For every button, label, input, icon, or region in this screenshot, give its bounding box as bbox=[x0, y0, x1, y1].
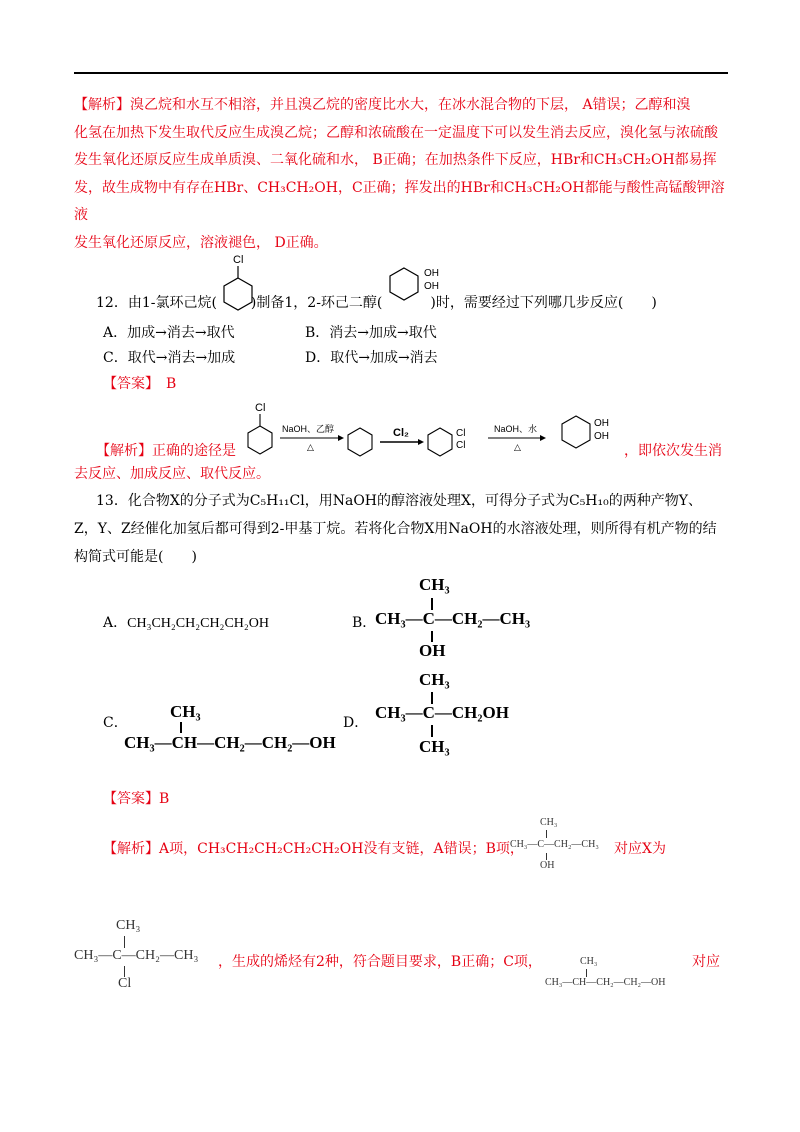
q13-option-c-bond bbox=[180, 722, 182, 733]
s2-bond-up bbox=[124, 936, 125, 948]
q13-option-c-main: CH₃—CH—CH₂—CH₂—OH bbox=[124, 733, 336, 752]
s1-bond-up bbox=[546, 830, 547, 838]
s1-bond-down bbox=[546, 853, 547, 860]
q12-option-c: C．取代→消去→加成 bbox=[103, 350, 236, 366]
q12-stem-part: 12．由1-氯环己烷( bbox=[96, 295, 217, 311]
q12-analysis-suffix: ，即依次发生消 bbox=[624, 443, 722, 459]
q13-stem-line: 构简式可能是( ) bbox=[74, 549, 197, 565]
q12-option-a: A．加成→消去→取代 bbox=[103, 325, 235, 341]
q13-answer: 【答案】B bbox=[103, 791, 170, 807]
s3-bond bbox=[586, 969, 587, 977]
q13-analysis-line2: ，生成的烯烃有2种，符合题目要求，B正确；C项， bbox=[218, 954, 542, 970]
q12-stem-part: )制备1，2-环己二醇( bbox=[250, 295, 383, 311]
q13-option-d-bottom: CH₃ bbox=[419, 737, 450, 756]
s2-top: CH₃ bbox=[116, 918, 141, 933]
s1-main: CH₃—C—CH₂—CH₃ bbox=[510, 839, 599, 850]
q12-stem bbox=[96, 292, 657, 312]
q13-option-b-bottom: OH bbox=[419, 641, 446, 660]
q13-option-b-label: B． bbox=[352, 615, 377, 631]
q13-analysis-line2-tail: 对应 bbox=[692, 954, 720, 970]
q12-analysis-prefix: 【解析】正确的途径是 bbox=[96, 443, 236, 459]
header-rule bbox=[74, 72, 728, 74]
q12-option-d: D．取代→加成→消去 bbox=[305, 350, 438, 366]
oh-label: OH bbox=[424, 281, 439, 292]
arrow1-reagent: NaOH、乙醇 bbox=[282, 424, 335, 434]
s1-top: CH₃ bbox=[540, 817, 558, 828]
q12-analysis-line2: 去反应、加成反应、取代反应。 bbox=[74, 466, 270, 482]
option-label: A． bbox=[103, 615, 128, 631]
q13-stem-line: Z，Y、Z经催化加氢后都可得到2-甲基丁烷。若将化合物X用NaOH的水溶液处理，则所得有机产物的结 bbox=[74, 521, 717, 537]
q13-option-b-top: CH₃ bbox=[419, 575, 450, 594]
s3-top: CH₃ bbox=[580, 956, 598, 967]
arrow2-reagent: Cl₂ bbox=[393, 427, 409, 439]
q11-analysis-line: 发生氧化还原反应，溶液褪色， D正确。 bbox=[74, 234, 328, 251]
scheme-cl-label: Cl bbox=[255, 402, 266, 414]
arrow3-reagent: NaOH、水 bbox=[494, 424, 538, 434]
q13-option-d-top: CH₃ bbox=[419, 670, 450, 689]
oh-label: OH bbox=[424, 268, 439, 279]
q13-option-d-main: CH₃—C—CH₂OH bbox=[375, 703, 509, 722]
q11-analysis-line: 发生氧化还原反应生成单质溴、二氧化硫和水， B正确；在加热条件下反应，HBr和CH₃CH₂OH都易挥 bbox=[74, 152, 717, 168]
q13-option-b-main: CH₃—C—CH₂—CH₃ bbox=[375, 609, 531, 628]
scheme-cl2-label: Cl bbox=[456, 440, 466, 451]
q11-analysis-line: 发，故生成物中有存在HBr、CH₃CH₂OH，C正确；挥发出的HBr和CH₃CH₂OH都能与酸性高锰酸钾溶液 bbox=[74, 179, 725, 223]
cl-label: Cl bbox=[233, 254, 244, 266]
q13-option-c-label: C． bbox=[103, 715, 128, 731]
q12-stem-part: )时，需要经过下列哪几步反应( ) bbox=[430, 295, 657, 311]
q13-analysis-line1-tail: 对应X为 bbox=[614, 841, 666, 857]
q12-option-b: B．消去→加成→取代 bbox=[305, 325, 437, 341]
q13-option-d-bond-down bbox=[431, 725, 433, 737]
scheme-oh2-label: OH bbox=[594, 431, 609, 442]
scheme-oh1-label: OH bbox=[594, 418, 609, 429]
scheme-cl1-label: Cl bbox=[456, 428, 466, 439]
chlorocyclohexane-structure bbox=[218, 250, 258, 312]
arrow3-heat: △ bbox=[514, 442, 521, 452]
q11-analysis bbox=[74, 92, 728, 257]
arrow1-heat: △ bbox=[307, 442, 314, 452]
q13-stem bbox=[74, 487, 728, 571]
q13-stem-line: 13．化合物X的分子式为C₅H₁₁Cl，用NaOH的醇溶液处理X，可得分子式为C₅H₁₀的两种产物Y、 bbox=[96, 493, 702, 509]
q11-analysis-line: 化氢在加热下发生取代反应生成溴乙烷；乙醇和浓硫酸在一定温度下可以发生消去反应，溴化氢与浓硫酸 bbox=[74, 124, 718, 141]
s3-main: CH₃—CH—CH₂—CH₂—OH bbox=[545, 977, 666, 988]
cyclohexanediol-structure bbox=[384, 262, 454, 318]
q12-answer: 【答案】 B bbox=[103, 376, 177, 392]
s2-main: CH₃—C—CH₂—CH₃ bbox=[74, 948, 199, 963]
option-formula: CH₃CH₂CH₂CH₂CH₂OH bbox=[127, 616, 269, 631]
q11-analysis-line: 【解析】溴乙烷和水互不相溶，并且溴乙烷的密度比水大，在冰水混合物的下层， A错误；乙醇和溴 bbox=[74, 97, 691, 113]
q12-reaction-scheme bbox=[240, 398, 630, 468]
q13-option-c-top: CH₃ bbox=[170, 702, 201, 721]
q13-analysis-line1: 【解析】A项，CH₃CH₂CH₂CH₂CH₂OH没有支链，A错误；B项， bbox=[103, 841, 524, 857]
s1-bottom: OH bbox=[540, 860, 555, 871]
q13-option-a bbox=[103, 612, 269, 632]
q13-option-d-label: D． bbox=[343, 715, 369, 731]
s2-bottom: Cl bbox=[118, 976, 132, 991]
